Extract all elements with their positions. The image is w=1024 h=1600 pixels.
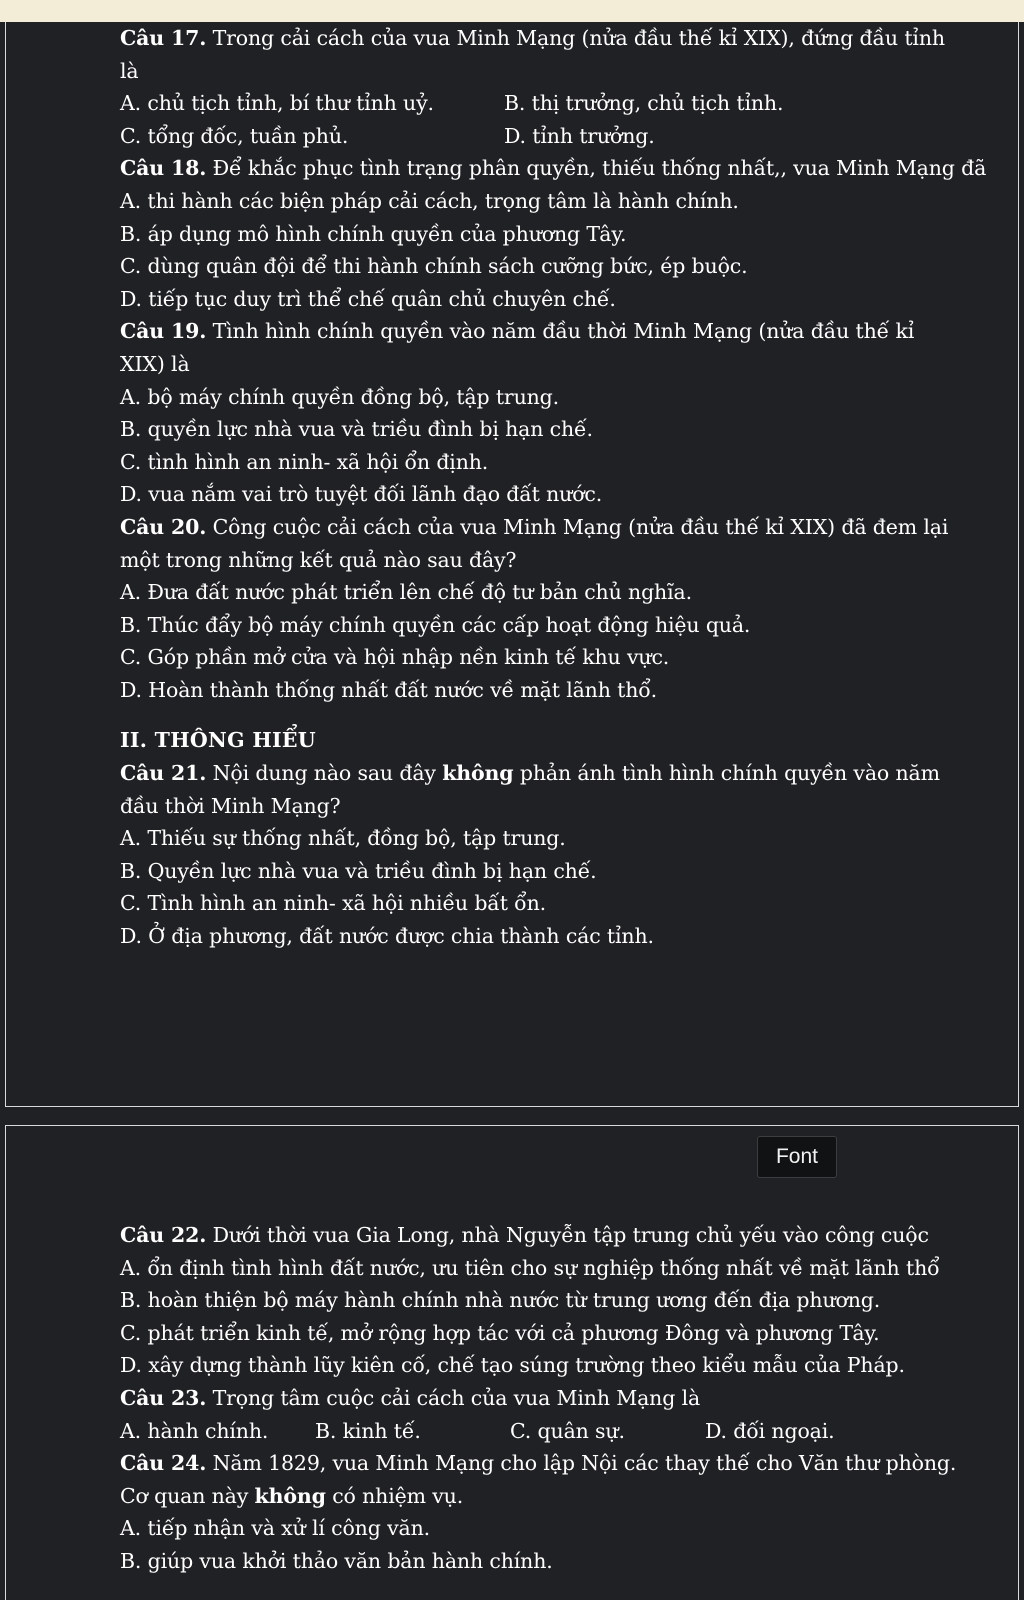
question-21: Câu 21. Nội dung nào sau đây không phản ánh tình hình chính quyền vào năm [120, 761, 940, 786]
question-block-upper [120, 22, 987, 953]
q21-option-c: C. Tình hình an ninh- xã hội nhiều bất ổn. [120, 891, 546, 916]
q19-option-a: A. bộ máy chính quyền đồng bộ, tập trung. [120, 384, 560, 409]
q17-options-ab [120, 87, 940, 120]
q23-option-d: D. đối ngoại. [705, 1418, 835, 1443]
q20-option-c: C. Góp phần mở cửa và hội nhập nền kinh tế khu vực. [120, 645, 670, 670]
q20-option-a: A. Đưa đất nước phát triển lên chế độ tư bản chủ nghĩa. [120, 580, 692, 605]
q19-option-b: B. quyền lực nhà vua và triều đình bị hạn chế. [120, 417, 593, 442]
q18-option-d: D. tiếp tục duy trì thể chế quân chủ chuyên chế. [120, 286, 616, 311]
q23-options [120, 1415, 940, 1448]
question-19: Câu 19. Tình hình chính quyền vào năm đầu thời Minh Mạng (nửa đầu thế kỉ [120, 319, 915, 344]
q17-option-d: D. tỉnh trưởng. [504, 123, 655, 148]
question-20: Câu 20. Công cuộc cải cách của vua Minh Mạng (nửa đầu thế kỉ XIX) đã đem lại [120, 514, 949, 539]
question-19-cont: XIX) là [120, 351, 190, 376]
font-button[interactable]: Font [757, 1136, 837, 1178]
q20-option-b: B. Thúc đẩy bộ máy chính quyền các cấp hoạt động hiệu quả. [120, 612, 751, 637]
q17-option-c: C. tổng đốc, tuần phủ. [120, 123, 349, 148]
q17-option-b: B. thị trưởng, chủ tịch tỉnh. [504, 91, 784, 116]
q21-option-b: B. Quyền lực nhà vua và triều đình bị hạn chế. [120, 858, 597, 883]
q24-option-a: A. tiếp nhận và xử lí công văn. [120, 1516, 430, 1541]
q18-option-c: C. dùng quân đội để thi hành chính sách cưỡng bức, ép buộc. [120, 254, 748, 279]
q20-option-d: D. Hoàn thành thống nhất đất nước về mặt lãnh thổ. [120, 677, 658, 702]
q22-option-b: B. hoàn thiện bộ máy hành chính nhà nước từ trung ương đến địa phương. [120, 1288, 881, 1313]
q22-option-d: D. xây dựng thành lũy kiên cố, chế tạo súng trường theo kiểu mẫu của Pháp. [120, 1353, 905, 1378]
question-block-lower [120, 1219, 957, 1578]
q17-options-cd [120, 120, 940, 153]
q23-option-b: B. kinh tế. [315, 1418, 421, 1443]
q21-option-a: A. Thiếu sự thống nhất, đồng bộ, tập trung. [120, 826, 566, 851]
q23-option-a: A. hành chính. [120, 1418, 269, 1443]
section-heading: II. THÔNG HIỂU [120, 728, 316, 753]
question-22: Câu 22. Dưới thời vua Gia Long, nhà Nguyễn tập trung chủ yếu vào công cuộc [120, 1223, 929, 1247]
q24-option-b: B. giúp vua khởi thảo văn bản hành chính. [120, 1548, 553, 1573]
question-17: Câu 17. Trong cải cách của vua Minh Mạng (nửa đầu thế kỉ XIX), đứng đầu tỉnh [120, 26, 945, 50]
question-18: Câu 18. Để khắc phục tình trạng phân quyền, thiếu thống nhất,, vua Minh Mạng đã [120, 156, 987, 181]
question-17-cont: là [120, 58, 139, 83]
question-21-cont: đầu thời Minh Mạng? [120, 793, 341, 818]
q19-option-c: C. tình hình an ninh- xã hội ổn định. [120, 449, 489, 474]
question-20-cont: một trong những kết quả nào sau đây? [120, 547, 517, 572]
question-24: Câu 24. Năm 1829, vua Minh Mạng cho lập Nội các thay thế cho Văn thư phòng. [120, 1451, 957, 1476]
q17-option-a: A. chủ tịch tỉnh, bí thư tỉnh uỷ. [120, 91, 434, 116]
question-24-cont: Cơ quan này không có nhiệm vụ. [120, 1483, 464, 1508]
q22-option-c: C. phát triển kinh tế, mở rộng hợp tác với cả phương Đông và phương Tây. [120, 1320, 880, 1345]
question-23: Câu 23. Trọng tâm cuộc cải cách của vua Minh Mạng là [120, 1385, 701, 1410]
q23-option-c: C. quân sự. [510, 1418, 625, 1443]
top-toolbar-strip [0, 0, 1024, 22]
q19-option-d: D. vua nắm vai trò tuyệt đối lãnh đạo đất nước. [120, 482, 603, 507]
q21-option-d: D. Ở địa phương, đất nước được chia thành các tỉnh. [120, 924, 654, 949]
q18-option-b: B. áp dụng mô hình chính quyền của phương Tây. [120, 221, 627, 246]
q18-option-a: A. thi hành các biện pháp cải cách, trọng tâm là hành chính. [120, 188, 739, 213]
q22-option-a: A. ổn định tình hình đất nước, ưu tiên cho sự nghiệp thống nhất về mặt lãnh thổ [120, 1255, 940, 1280]
